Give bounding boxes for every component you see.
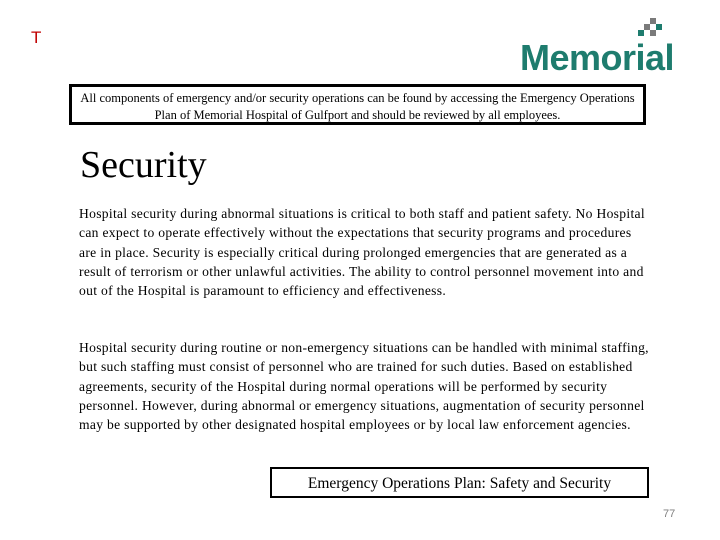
memorial-logo bbox=[520, 18, 690, 78]
page-title: Security bbox=[80, 144, 207, 186]
footer-label-box: Emergency Operations Plan: Safety and Security bbox=[270, 467, 649, 498]
paragraph-2: Hospital security during routine or non-emergency situations can be handled with minimal staffing, but such staffing must consist of personnel who are trained for such duties. Based on established agreements, security of the Hospital during normal operations will be performed by security personnel. However, during abnormal or emergency situations, augmentation of security personnel may be supported by other designated hospital employees or by local law enforcement agencies. bbox=[79, 340, 649, 433]
notice-box: All components of emergency and/or security operations can be found by accessing the Emergency Operations Plan of Memorial Hospital of Gulfport and should be reviewed by all employees. bbox=[69, 84, 646, 125]
logo-text: Memorial bbox=[520, 37, 675, 78]
corner-letter: T bbox=[31, 28, 42, 47]
paragraph-1: Hospital security during abnormal situations is critical to both staff and patient safety. No Hospital can expect to operate effectively without the expectations that security programs and procedures are in place. Security is especially critical during prolonged emergencies that are generated as a result of terrorism or other unlawful activities. The ability to control personnel movement into and out of the Hospital is paramount to efficiency and effectiveness. bbox=[79, 206, 645, 299]
page-number: 77 bbox=[663, 508, 676, 520]
